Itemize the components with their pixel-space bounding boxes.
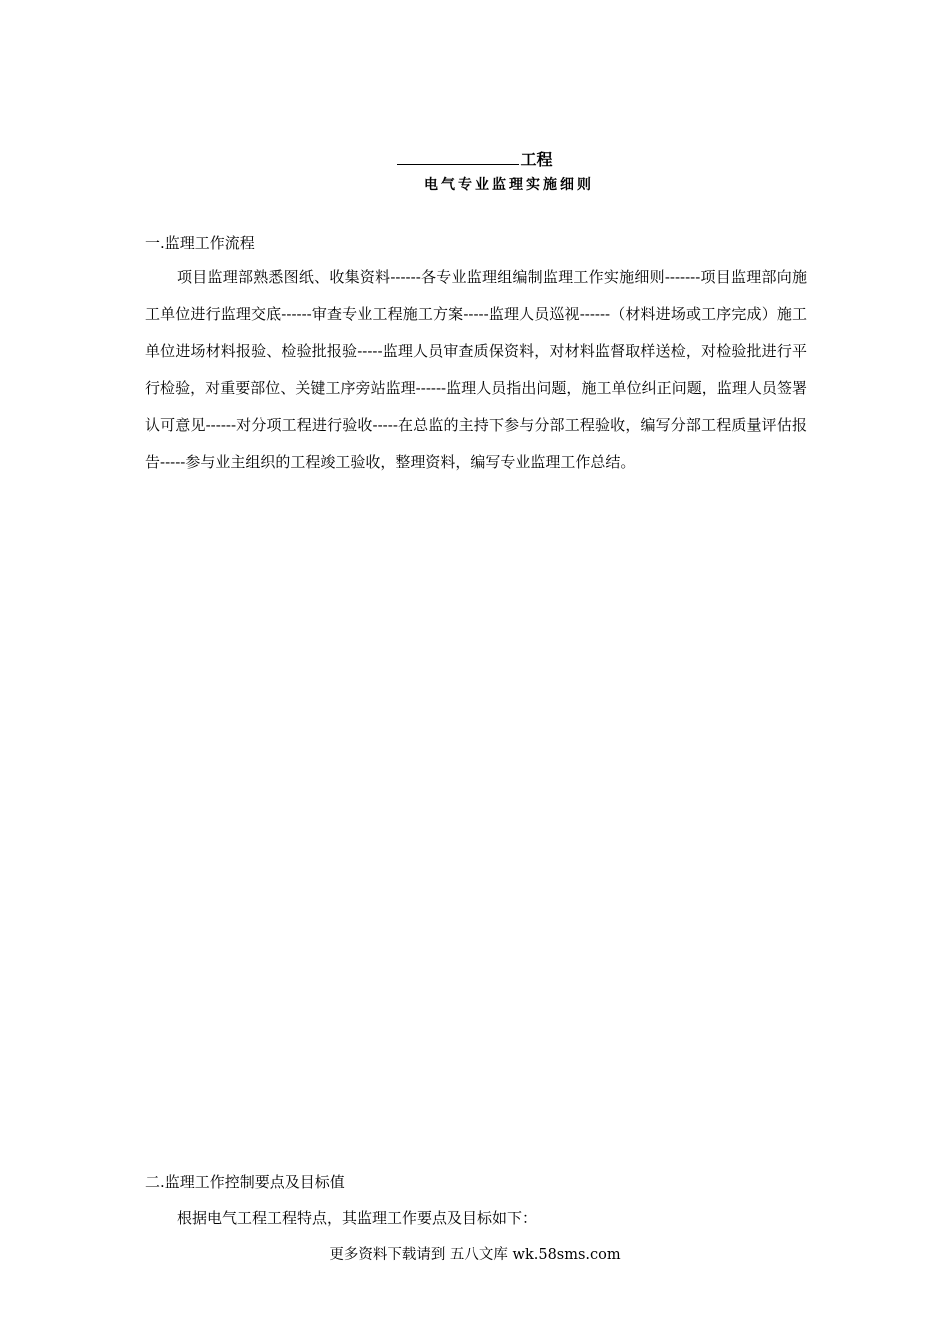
- section-1-paragraph: 项目监理部熟悉图纸、收集资料------各专业监理组编制监理工作实施细则-------项目监理部向施工单位进行监理交底------审查专业工程施工方案-----监理人员巡视------（材料进场或工序完成）施工单位进场材料报验、检验批报验-----监理人员审查质保资料，对材料监督取样送检，对检验批进行平行检验，对重要部位、关键工序旁站监理------监理人员指出问题，施工单位纠正问题，监理人员签署认可意见------对分项工程进行验收-----在总监的主持下参与分部工程验收，编写分部工程质量评估报告-----参与业主组织的工程竣工验收，整理资料，编写专业监理工作总结。: [145, 268, 807, 471]
- title-suffix: 工程: [520, 150, 553, 169]
- page-footer: 更多资料下载请到 五八文库 wk.58sms.com: [329, 1247, 621, 1263]
- section-2-heading: 二.监理工作控制要点及目标值: [145, 1173, 345, 1191]
- document-subtitle: 电气专业监理实施细则: [424, 177, 594, 193]
- title-blank-underline: [397, 148, 519, 165]
- section-1-heading: 一.监理工作流程: [145, 234, 255, 252]
- section-2-paragraph: 根据电气工程工程特点，其监理工作要点及目标如下：: [177, 1209, 538, 1227]
- document-title: [0, 148, 950, 170]
